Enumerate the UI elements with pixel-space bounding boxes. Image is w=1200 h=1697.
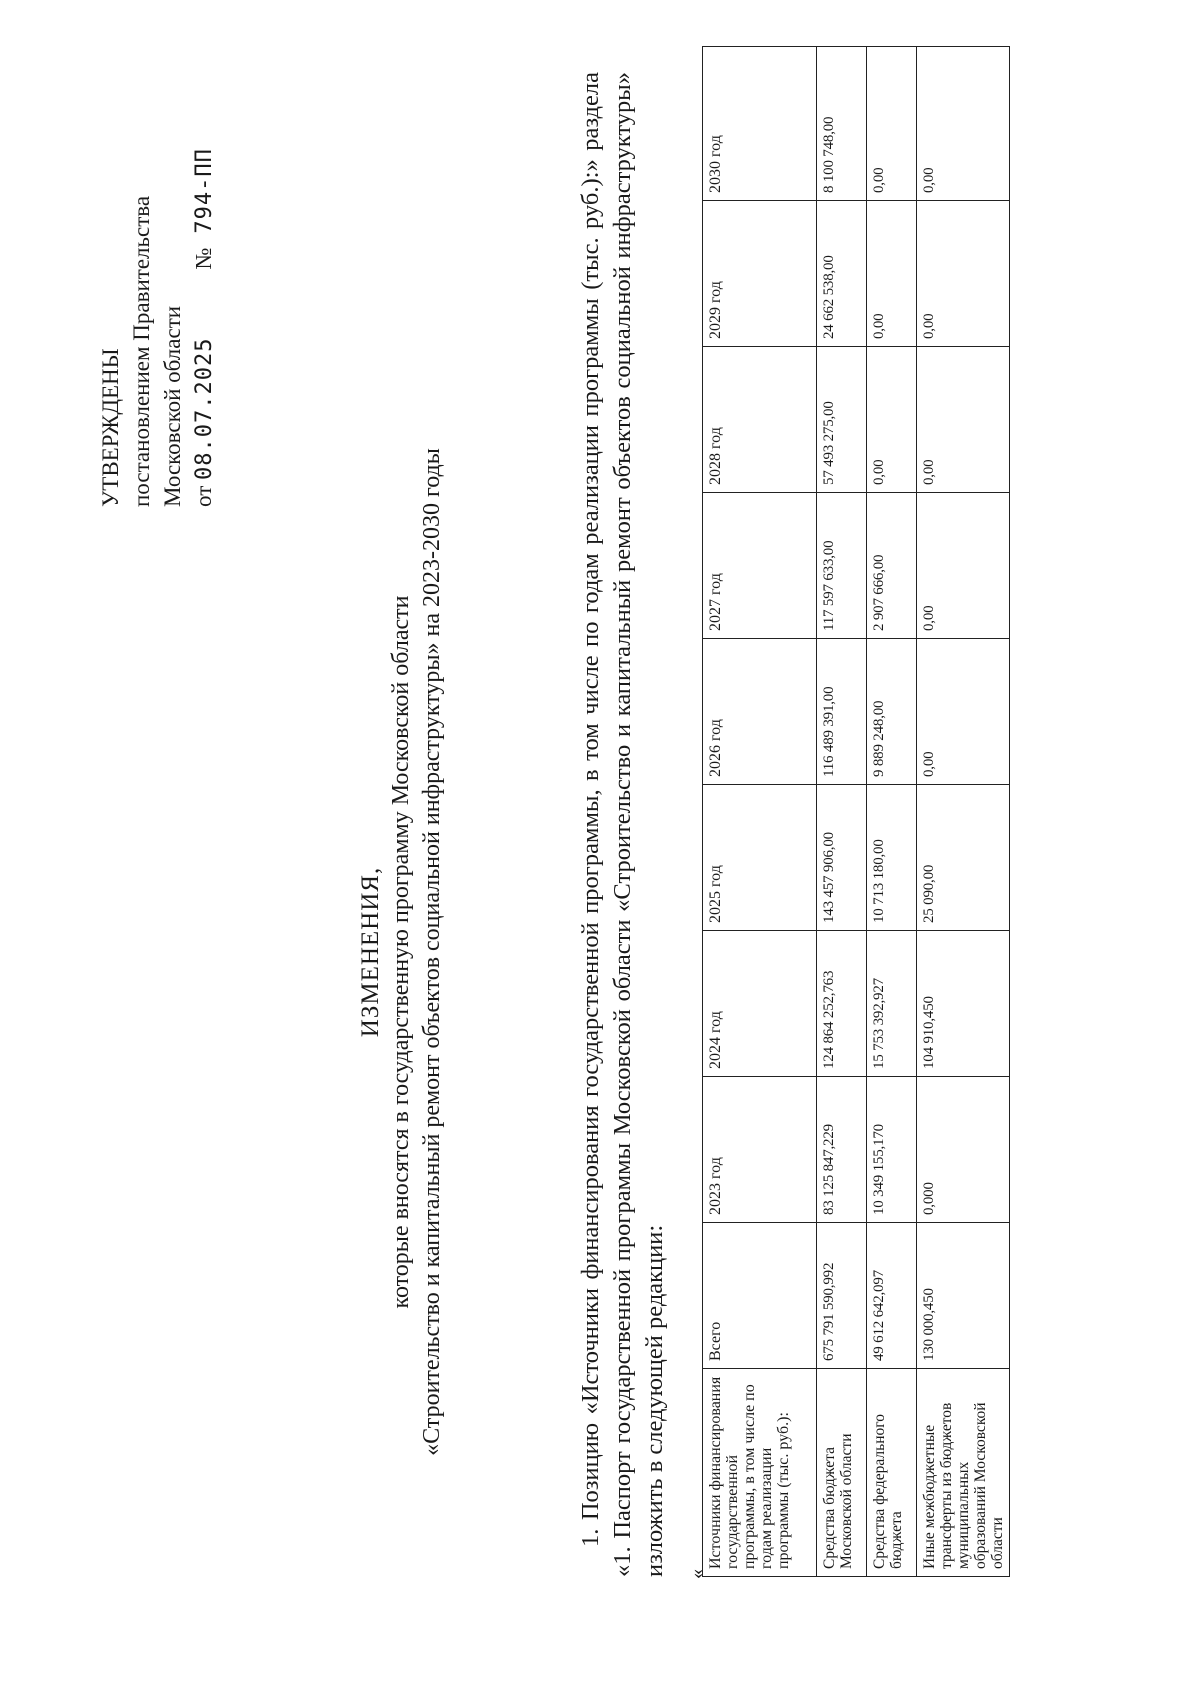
cell-2026: 116 489 391,00 xyxy=(817,639,867,785)
cell-2025: 25 090,00 xyxy=(917,785,1010,931)
cell-2028: 0,00 xyxy=(867,347,917,493)
cell-2029: 0,00 xyxy=(867,201,917,347)
cell-2024: 124 864 252,763 xyxy=(817,931,867,1077)
title-line-2: «Строительство и капитальный ремонт объектов социальной инфраструктуры» на 2023-2030 годы xyxy=(419,448,445,1456)
cell-2030: 8 100 748,00 xyxy=(817,47,867,201)
cell-total: 49 612 642,097 xyxy=(867,1223,917,1369)
approval-line-3: Московской области xyxy=(160,305,185,507)
number-sign: № xyxy=(191,247,216,270)
cell-2025: 10 713 180,00 xyxy=(867,785,917,931)
approval-date: 08.07.2025 xyxy=(192,337,217,480)
cell-2023: 10 349 155,170 xyxy=(867,1077,917,1223)
approval-stamp xyxy=(95,148,220,507)
opening-quote-mark: « xyxy=(686,1569,708,1579)
header-2025: 2025 год xyxy=(703,785,817,931)
document-title xyxy=(355,387,448,1517)
title-line-1: которые вносятся в государственную программу Московской области xyxy=(388,595,414,1309)
row-label: Средства федерального бюджета xyxy=(867,1369,917,1577)
header-2027: 2027 год xyxy=(703,493,817,639)
approval-line-1: УТВЕРЖДЕНЫ xyxy=(98,348,123,507)
cell-2026: 0,00 xyxy=(917,639,1010,785)
header-total: Всего xyxy=(703,1223,817,1369)
header-2023: 2023 год xyxy=(703,1077,817,1223)
cell-2023: 83 125 847,229 xyxy=(817,1077,867,1223)
cell-2027: 117 597 633,00 xyxy=(817,493,867,639)
header-2024: 2024 год xyxy=(703,931,817,1077)
cell-2030: 0,00 xyxy=(917,47,1010,201)
cell-2029: 24 662 538,00 xyxy=(817,201,867,347)
cell-2027: 0,00 xyxy=(917,493,1010,639)
date-prefix: от xyxy=(191,485,216,507)
cell-2024: 104 910,450 xyxy=(917,931,1010,1077)
approval-date-line xyxy=(188,148,220,507)
cell-2025: 143 457 906,00 xyxy=(817,785,867,931)
title-heading: ИЗМЕНЕНИЯ, xyxy=(357,866,384,1038)
cell-2023: 0,000 xyxy=(917,1077,1010,1223)
cell-2030: 0,00 xyxy=(867,47,917,201)
cell-2026: 9 889 248,00 xyxy=(867,639,917,785)
table-row-federal-budget xyxy=(867,47,917,1577)
cell-2028: 57 493 275,00 xyxy=(817,347,867,493)
table-header-row xyxy=(703,47,817,1577)
header-2028: 2028 год xyxy=(703,347,817,493)
financing-table xyxy=(702,46,1010,1577)
header-2026: 2026 год xyxy=(703,639,817,785)
cell-2028: 0,00 xyxy=(917,347,1010,493)
amendment-paragraph: 1. Позицию «Источники финансирования государственной программы, в том числе по годам реализации программы (тыс. руб.):» раздела «1. Паспорт государственной программы Московской области «Строительство и капитальный ремонт объектов социальной инфраструктуры» изложить в следующей редакции: xyxy=(577,72,668,1577)
approval-line-2: постановлением Правительства xyxy=(129,195,154,507)
header-2030: 2030 год xyxy=(703,47,817,201)
cell-2027: 2 907 666,00 xyxy=(867,493,917,639)
table-row-interbudget-transfers xyxy=(917,47,1010,1577)
cell-2024: 15 753 392,927 xyxy=(867,931,917,1077)
header-2029: 2029 год xyxy=(703,201,817,347)
approval-number: 794-ПП xyxy=(192,148,217,234)
row-label: Средства бюджета Московской области xyxy=(817,1369,867,1577)
cell-2029: 0,00 xyxy=(917,201,1010,347)
cell-total: 675 791 590,992 xyxy=(817,1223,867,1369)
cell-total: 130 000,450 xyxy=(917,1223,1010,1369)
header-source: Источники финансирования государственной программы, в том числе по годам реализации программы (тыс. руб.): xyxy=(703,1369,817,1577)
row-label: Иные межбюджетные трансферты из бюджетов муниципальных образований Московской области xyxy=(917,1369,1010,1577)
table-row-regional-budget xyxy=(817,47,867,1577)
